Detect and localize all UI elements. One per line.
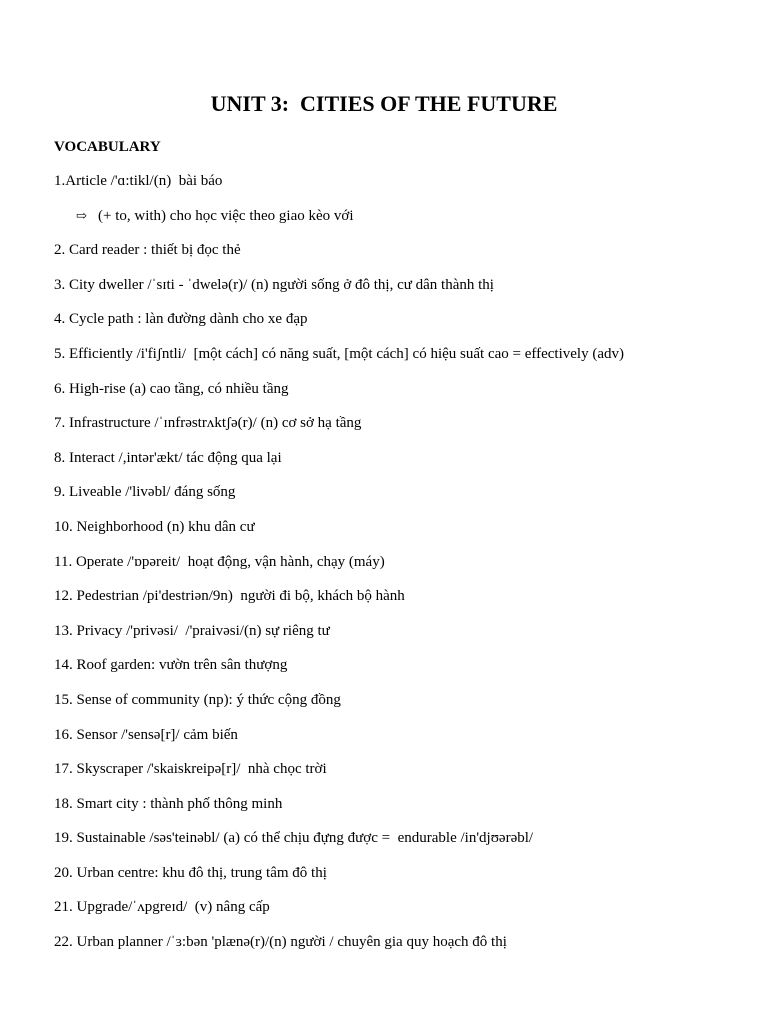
- vocabulary-entry-text: 18. Smart city : thành phố thông minh: [54, 795, 283, 812]
- vocabulary-entry-text: 13. Privacy /'privəsi/ /'praivəsi/(n) sự riêng tư: [54, 622, 330, 639]
- vocabulary-sub-entry: [54, 205, 734, 240]
- vocabulary-entry-text: 20. Urban centre: khu đô thị, trung tâm đô thị: [54, 864, 327, 881]
- vocabulary-entry: [54, 516, 734, 551]
- vocabulary-entry: [54, 931, 734, 966]
- vocabulary-entry: [54, 654, 734, 689]
- vocabulary-entry-text: 4. Cycle path : làn đường dành cho xe đạp: [54, 311, 308, 328]
- page-title: UNIT 3: CITIES OF THE FUTURE: [210, 91, 558, 116]
- vocabulary-entry: [54, 274, 734, 309]
- vocabulary-entry: [54, 343, 734, 378]
- vocabulary-entry-text: 14. Roof garden: vườn trên sân thượng: [54, 657, 288, 674]
- vocabulary-entry: [54, 239, 734, 274]
- vocabulary-entry: [54, 447, 734, 482]
- vocabulary-entry-text: 12. Pedestrian /pi'destriən/9n) người đi bộ, khách bộ hành: [54, 588, 405, 605]
- vocabulary-list: [54, 170, 734, 966]
- vocabulary-entry-text: 21. Upgrade/ˈʌpgreɪd/ (v) nâng cấp: [54, 899, 270, 916]
- vocabulary-entry: [54, 551, 734, 586]
- vocabulary-entry: [54, 308, 734, 343]
- vocabulary-entry-text: 22. Urban planner /ˈɜ:bən 'plænə(r)/(n) người / chuyên gia quy hoạch đô thị: [54, 934, 507, 951]
- vocabulary-entry: [54, 896, 734, 931]
- vocabulary-entry-text: 8. Interact /,intər'ækt/ tác động qua lại: [54, 449, 282, 466]
- vocabulary-entry-text: 7. Infrastructure /ˈɪnfrəstrʌktʃə(r)/ (n) cơ sở hạ tầng: [54, 415, 362, 432]
- vocabulary-entry-text: 1.Article /'ɑ:tikl/(n) bài báo: [54, 173, 223, 189]
- vocabulary-entry: [54, 620, 734, 655]
- vocabulary-entry-text: 11. Operate /'ɒpəreit/ hoạt động, vận hành, chạy (máy): [54, 553, 385, 570]
- vocabulary-entry: [54, 827, 734, 862]
- vocabulary-entry: [54, 378, 734, 413]
- vocabulary-entry: [54, 585, 734, 620]
- vocabulary-entry: [54, 793, 734, 828]
- vocabulary-entry: [54, 412, 734, 447]
- vocabulary-entry: [54, 481, 734, 516]
- vocabulary-entry-text: 10. Neighborhood (n) khu dân cư: [54, 518, 255, 535]
- vocabulary-entry-text: 19. Sustainable /səs'teinəbl/ (a) có thể chịu đựng được = endurable /in'djʊərəbl/: [54, 830, 534, 847]
- vocabulary-entry-text: (+ to, with) cho học việc theo giao kèo với: [98, 207, 354, 224]
- vocabulary-entry-text: 6. High-rise (a) cao tầng, có nhiều tầng: [54, 380, 289, 397]
- vocabulary-entry-text: 2. Card reader : thiết bị đọc thẻ: [54, 242, 241, 259]
- section-heading-vocabulary: VOCABULARY: [54, 139, 161, 155]
- vocabulary-entry: [54, 689, 734, 724]
- vocabulary-entry-text: 17. Skyscraper /'skaiskreipə[r]/ nhà chọc trời: [54, 761, 327, 778]
- vocabulary-entry-text: 5. Efficiently /i'fiʃntli/ [một cách] có năng suất, [một cách] có hiệu suất cao = effectively (adv): [54, 345, 624, 362]
- vocabulary-entry: [54, 724, 734, 759]
- vocabulary-entry-text: 3. City dweller /ˈsɪti - ˈdwelə(r)/ (n) người sống ở đô thị, cư dân thành thị: [54, 276, 494, 293]
- vocabulary-entry-text: 16. Sensor /'sensə[r]/ cảm biến: [54, 726, 238, 743]
- vocabulary-entry: [54, 758, 734, 793]
- vocabulary-entry-text: 15. Sense of community (np): ý thức cộng đồng: [54, 691, 341, 708]
- vocabulary-entry: [54, 170, 734, 205]
- vocabulary-entry-text: 9. Liveable /'livəbl/ đáng sống: [54, 484, 236, 501]
- vocabulary-entry: [54, 862, 734, 897]
- right-arrow-icon: ⇨: [76, 207, 87, 223]
